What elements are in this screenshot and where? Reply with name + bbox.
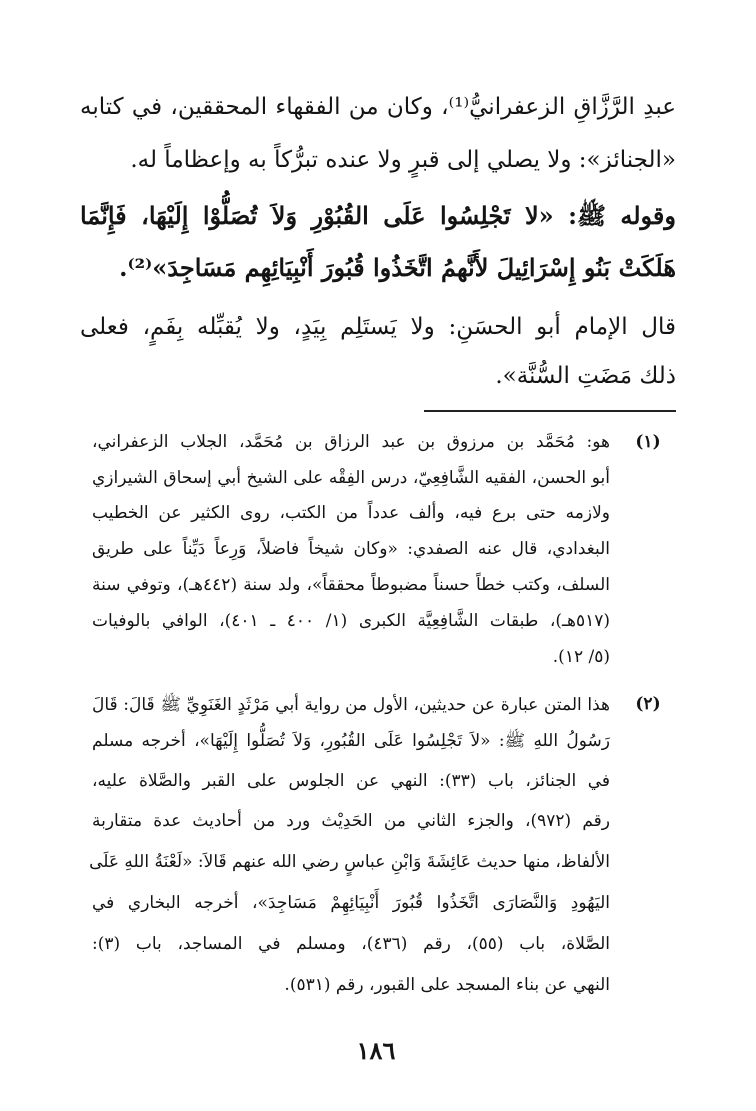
main-text-line-5: قال الإمام أبو الحسَنِ: ولا يَستَلِم بِيَدٍ، ولا يُقبِّله بِفَمٍ، فعلى bbox=[80, 314, 676, 340]
footnote-separator bbox=[424, 410, 676, 412]
footnote-2-line-6: اليَهُودِ وَالنَّصَارَى اتَّخَذُوا قُبُورَ أَنْبِيَائِهِمْ مَسَاجِدَ»، أخرجه البخاري في bbox=[92, 893, 610, 913]
footnote-2-line-4: رقم (٩٧٢)، والجزء الثاني من الحَدِيْث ورد من أحاديث عدة متقاربة bbox=[92, 811, 610, 831]
footnote-2-line-1: هذا المتن عبارة عن حديثين، الأول من رواية أبي مَرْثَدٍ الغَنَوِيِّ ﷺ قَالَ: قَالَ bbox=[92, 695, 610, 715]
main-text-line-6: ذلك مَضَتِ السُّنَّة». bbox=[495, 363, 676, 389]
footnote-2-line-8: النهي عن بناء المسجد على القبور، رقم (٥٣١). bbox=[284, 975, 610, 995]
footnote-1-line-7: (٥/ ١٢). bbox=[552, 647, 610, 667]
footnote-2-line-3: في الجنائز، باب (٣٣): النهي عن الجلوس على القبر والصَّلاة عليه، bbox=[92, 771, 610, 791]
main-text-line-1: عبدِ الرَّزَّاقِ الزعفرانيُّ⁽¹⁾، وكان من الفقهاء المحققين، في كتابه bbox=[80, 94, 676, 120]
hadith-line-2: هَلَكَتْ بَنُو إِسْرَائِيلَ لأَنَّهمُ اتَّخَذُوا قُبُورَ أَنْبِيَائِهِم مَسَاجِدَ»⁽²⁾. bbox=[119, 253, 676, 282]
footnote-1-line-5: السلف، وكتب خطاً حسناً مضبوطاً محققاً»، ولد سنة (٤٤٢هـ)، وتوفي سنة bbox=[92, 575, 610, 595]
footnote-1-line-2: أبو الحسن، الفقيه الشَّافِعِيّ، درس الفِقْه على الشيخ أبي إسحاق الشيرازي bbox=[92, 468, 610, 488]
footnote-2-line-2: رَسُولُ اللهِ ﷺ: «لاَ تَجْلِسُوا عَلَى القُبُورِ، وَلاَ تُصَلُّوا إِلَيْهَا»، أخرجه مسلم bbox=[92, 731, 610, 751]
footnote-1-line-3: ولازمه حتى برع فيه، وألف عدداً من الكتب، روى الكثير عن الخطيب bbox=[92, 503, 610, 523]
footnote-2-number: (٢) bbox=[635, 694, 661, 714]
footnote-1-number: (١) bbox=[635, 432, 661, 452]
footnote-2-line-5: الألفاظ، منها حديث عَائِشَةَ وَابْنِ عباسٍ رضي الله عنهم قَالاَ: «لَعْنَةُ اللهِ عَلَى bbox=[89, 852, 610, 872]
footnote-2-line-7: الصَّلاة، باب (٥٥)، رقم (٤٣٦)، ومسلم في المساجد، باب (٣): bbox=[92, 934, 610, 954]
hadith-line-1: وقوله ﷺ: «لا تَجْلِسُوا عَلَى القُبُوْرِ وَلاَ تُصَلُّوْا إِلَيْهَا، فَإِنَّمَا bbox=[80, 201, 676, 230]
footnote-1-line-1: هو: مُحَمَّد بن مرزوق بن عبد الرزاق بن مُحَمَّد، الجلاب الزعفراني، bbox=[92, 432, 610, 452]
page-number: ١٨٦ bbox=[356, 1036, 396, 1065]
footnote-1-line-6: (٥١٧هـ)، طبقات الشَّافِعِيَّة الكبرى (١/ ٤٠٠ ـ ٤٠١)، الوافي بالوفيات bbox=[92, 611, 610, 631]
footnote-1-line-4: البغدادي، قال عنه الصفدي: «وكان شيخاً فاضلاً، وَرِعاً دَيِّناً على طريق bbox=[92, 539, 610, 559]
main-text-line-2: «الجنائز»: ولا يصلي إلى قبرٍ ولا عنده تبرُّكاً به وإعظاماً له. bbox=[130, 147, 676, 173]
